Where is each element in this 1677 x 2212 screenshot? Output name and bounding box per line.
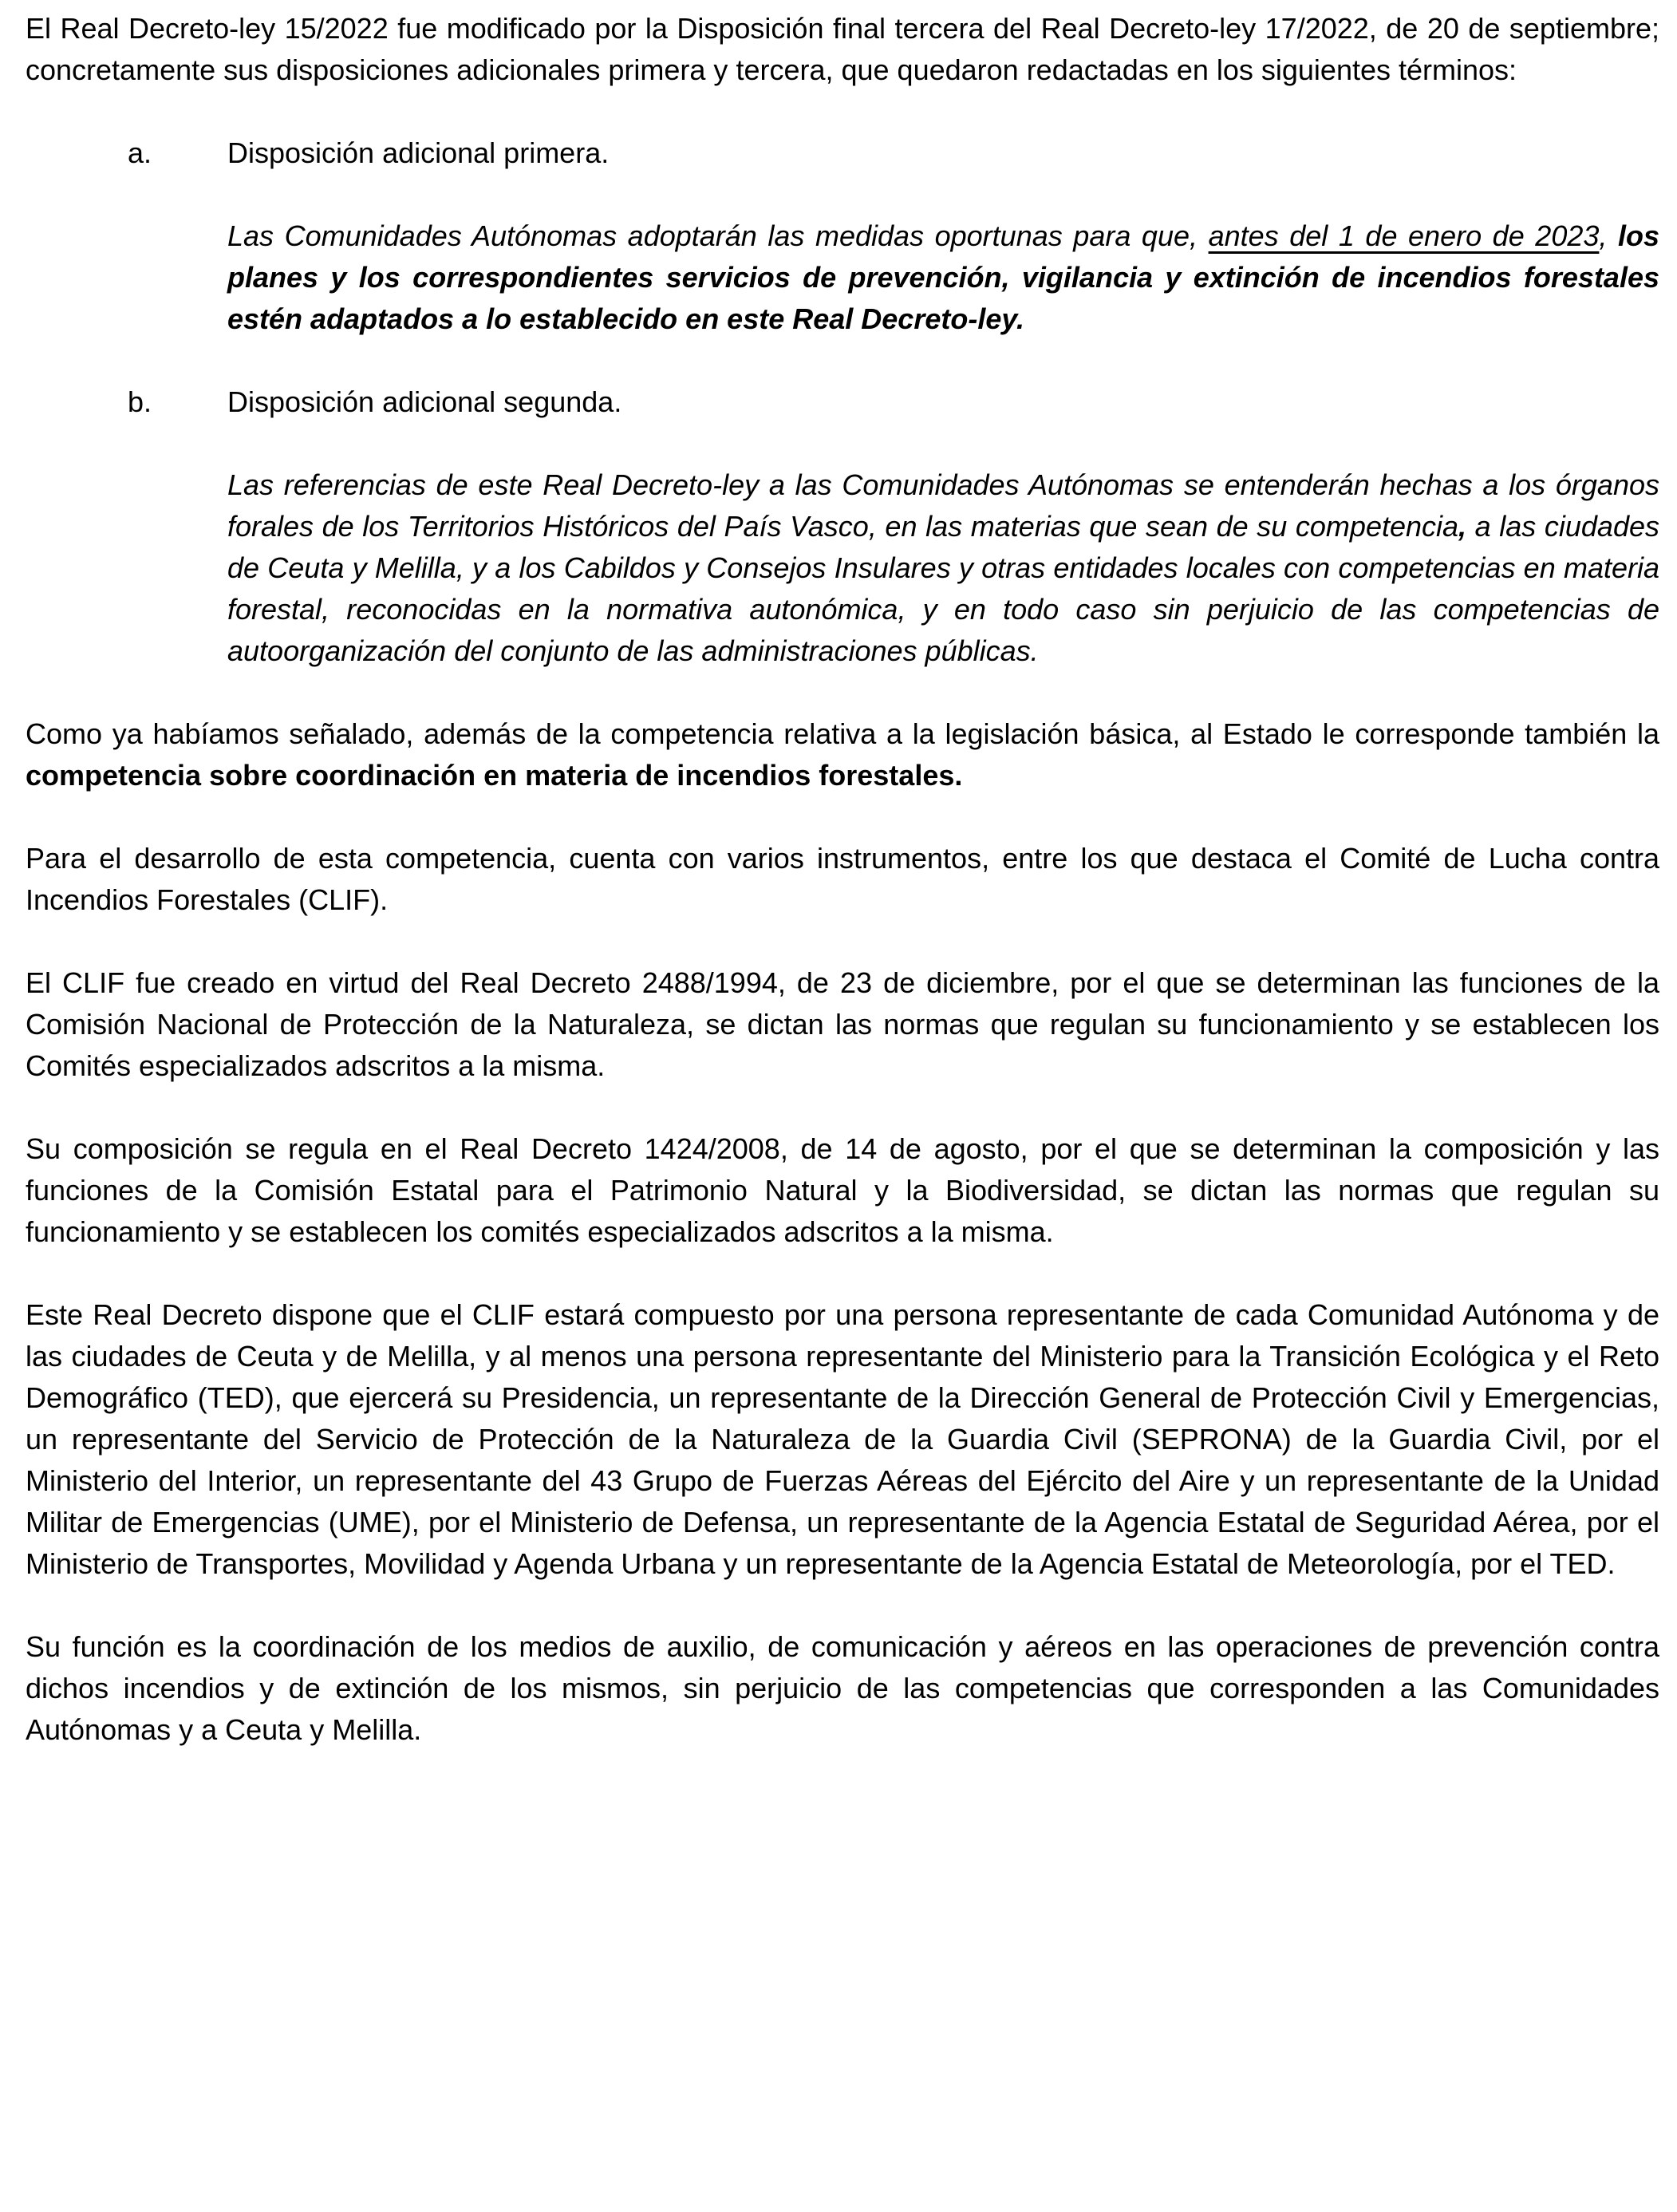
text-segment: Su función es la coordinación de los medios de auxilio, de comunicación y aéreos en las operaciones de prevención contra dichos incendios y de extinción de los mismos, sin perjuicio de las competencias que corresponden a las Comunidades Autónomas y a Ceuta y Melilla. [26, 1630, 1659, 1746]
text-segment: competencia sobre coordinación en materia de incendios forestales. [26, 759, 963, 792]
text-segment: , [1458, 510, 1467, 543]
text-segment: El CLIF fue creado en virtud del Real Decreto 2488/1994, de 23 de diciembre, por el que se determinan las funciones de la Comisión Nacional de Protección de la Naturaleza, se dictan las normas que regulan su funcionamiento y se establecen los Comités especializados adscritos a la misma. [26, 966, 1659, 1082]
text-segment: Como ya habíamos señalado, además de la competencia relativa a la legislación básica, al Estado le corresponde también la [26, 717, 1659, 750]
list-item-a [128, 132, 1659, 174]
text-segment: , [1599, 219, 1618, 252]
text-segment: Las Comunidades Autónomas adoptarán las medidas oportunas para que, [227, 219, 1209, 252]
text-segment: El Real Decreto-ley 15/2022 fue modificado por la Disposición final tercera del Real Decreto-ley 17/2022, de 20 de septiembre; concretamente sus disposiciones adicionales primera y tercera, que quedaron redactadas en los siguientes términos: [26, 12, 1659, 86]
list-item-b [128, 381, 1659, 423]
list-marker: b. [128, 385, 152, 418]
document-body [26, 8, 1659, 1751]
text-segment: Este Real Decreto dispone que el CLIF estará compuesto por una persona representante de cada Comunidad Autónoma y de las ciudades de Ceuta y de Melilla, y al menos una persona representante del Ministerio para la Transición Ecológica y el Reto Demográfico (TED), que ejercerá su Presidencia, un representante de la Dirección General de Protección Civil y Emergencias, un representante del Servicio de Protección de la Naturaleza de la Guardia Civil (SEPRONA) de la Guardia Civil, por el Ministerio del Interior, un representante del 43 Grupo de Fuerzas Aéreas del Ejército del Aire y un representante de la Unidad Militar de Emergencias (UME), por el Ministerio de Defensa, un representante de la Agencia Estatal de Seguridad Aérea, por el Ministerio de Transportes, Movilidad y Agenda Urbana y un representante de la Agencia Estatal de Meteorología, por el TED. [26, 1298, 1659, 1580]
paragraph-creacion-clif [26, 962, 1659, 1087]
intro-paragraph [26, 8, 1659, 91]
text-segment: antes del 1 de enero de 2023 [1208, 219, 1600, 252]
quote-disposicion-adicional-segunda [227, 464, 1659, 672]
text-segment: Disposición adicional segunda. [227, 385, 622, 418]
paragraph-instrumentos-clif [26, 838, 1659, 921]
quote-disposicion-adicional-primera [227, 215, 1659, 340]
paragraph-funcion-clif [26, 1626, 1659, 1751]
paragraph-composicion-regulacion [26, 1128, 1659, 1253]
paragraph-competencia-coordinacion [26, 713, 1659, 796]
text-segment: Las referencias de este Real Decreto-ley a las Comunidades Autónomas se entenderán hechas a los órganos forales de los Territorios Históricos del País Vasco, en las materias que sean de su competencia [227, 468, 1659, 543]
text-segment: Disposición adicional primera. [227, 136, 610, 169]
text-segment: Su composición se regula en el Real Decreto 1424/2008, de 14 de agosto, por el que se determinan la composición y las funciones de la Comisión Estatal para el Patrimonio Natural y la Biodiversidad, se dictan las normas que regulan su funcionamiento y se establecen los comités especializados adscritos a la misma. [26, 1132, 1659, 1248]
text-segment: los planes y los correspondientes servicios de prevención, vigilancia y extinción de incendios forestales estén adaptados a lo establecido en este Real Decreto-ley. [227, 219, 1659, 335]
list-marker: a. [128, 136, 152, 169]
text-segment: Para el desarrollo de esta competencia, cuenta con varios instrumentos, entre los que destaca el Comité de Lucha contra Incendios Forestales (CLIF). [26, 842, 1659, 916]
paragraph-composicion-clif [26, 1294, 1659, 1585]
text-segment: a las ciudades de Ceuta y Melilla, y a los Cabildos y Consejos Insulares y otras entidades locales con competencias en materia forestal, reconocidas en la normativa autonómica, y en todo caso sin perjuicio de las competencias de autoorganización del conjunto de las administraciones públicas. [227, 510, 1659, 667]
